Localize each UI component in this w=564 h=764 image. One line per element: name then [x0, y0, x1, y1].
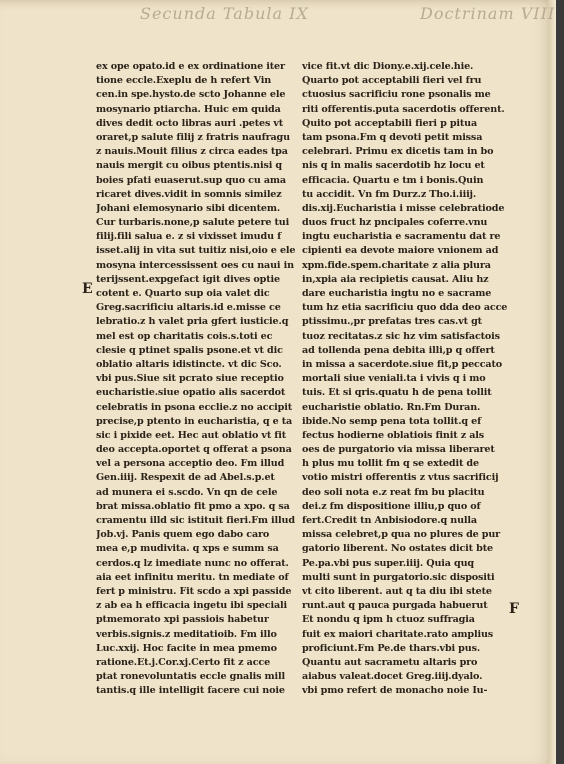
text-line: Gen.iiij. Respexit de ad Abel.s.p.et	[96, 472, 275, 484]
text-line: votio mistri offerentis z vtus sacrificij	[302, 472, 499, 484]
text-line: ad tollenda pena debita illi,p q offert	[302, 344, 495, 356]
text-line: ratione.Et.j.Cor.xj.Certo fit z acce	[96, 656, 271, 668]
text-line: mortali siue veniali.ta i vivis q i mo	[302, 373, 486, 385]
text-line: mosynario ptiarcha. Huic em quida	[96, 103, 281, 115]
text-line: lebratio.z h valet pria gfert iusticie.q	[96, 316, 289, 328]
text-line: vt cito liberent. aut q ta diu ibi stete	[302, 585, 492, 597]
left-text-column	[96, 60, 296, 698]
text-line: mosyna intercessissent oes cu naui in	[96, 259, 294, 271]
text-line: celebratis in psona ecclie.z no accipit	[96, 401, 292, 413]
text-line: nis q in malis sacerdotib hz locu et	[302, 160, 485, 172]
text-line: fectus hodierne oblatiois finit z als	[302, 429, 485, 441]
text-line: Job.vj. Panis quem ego dabo caro	[96, 529, 270, 541]
text-line: in missa a sacerdote.siue fit,p peccato	[302, 358, 503, 370]
text-line: multi sunt in purgatorio.sic dispositi	[302, 571, 495, 583]
text-line: efficacia. Quartu e tm i bonis.Quin	[302, 174, 484, 186]
page-edge	[548, 0, 556, 764]
text-line: tu accidit. Vn fm Durz.z Tho.i.iiij.	[302, 188, 477, 200]
text-line: Pe.pa.vbi pus super.iiij. Quia quq	[302, 557, 474, 569]
text-line: dare eucharistia ingtu no e sacrame	[302, 288, 492, 299]
text-line: dives dedit octo libras auri .petes vt	[96, 117, 284, 129]
text-line: aiabus valeat.docet Greg.iiij.dyalo.	[302, 671, 483, 683]
text-line: mea e,p mudivita. q xps e summ sa	[96, 543, 279, 555]
text-line: eucharistie oblatio. Rn.Fm Duran.	[302, 401, 481, 413]
text-line: precise,p ptento in eucharistia, q e ta	[96, 415, 293, 427]
text-line: tantis.q ille intelligit facere cui noie	[96, 685, 285, 697]
text-line: h plus mu tollit fm q se extedit de	[302, 458, 479, 470]
header-right: Doctrinam VIII	[420, 4, 556, 23]
text-line: dis.xij.Eucharistia i misse celebratiode	[302, 202, 505, 214]
text-line: duos fruct hz pncipales coferre.vnu	[302, 217, 488, 229]
text-line: aia eet infinitu meritu. tn mediate of	[96, 571, 289, 583]
text-line: cipienti ea devote maiore vnionem ad	[302, 245, 499, 257]
text-line: clesie q ptinet spalis psone.et vt dic	[96, 344, 283, 356]
text-line: celebrari. Primu ex dicetis tam in bo	[302, 146, 494, 158]
text-line: vbi pus.Siue sit pcrato siue receptio	[96, 373, 284, 385]
text-line: ad munera ei s.scdo. Vn qn de cele	[96, 486, 278, 498]
text-line: ptmemorato xpi passiois habetur	[96, 614, 269, 626]
text-line: fert.Credit tn Anbisiodore.q nulla	[302, 515, 477, 526]
margin-marker-e: E	[82, 281, 93, 297]
text-line: proficiunt.Fm Pe.de thars.vbi pus.	[302, 642, 481, 654]
text-line: oblatio altaris idistincte. vt dic Sco.	[96, 358, 282, 370]
text-line: ptissimu.,pr prefatas tres cas.vt gt	[302, 316, 482, 328]
text-line: vice fit.vt dic Diony.e.xij.cele.hie.	[302, 61, 474, 72]
text-line: filij.fili salua e. z si vixisset imudu f	[96, 231, 282, 243]
text-line: Luc.xxij. Hoc facite in mea pmemo	[96, 642, 277, 654]
text-line: cerdos.q lz imediate nunc no offerat.	[96, 557, 289, 569]
text-line: Quantu aut sacrametu altaris pro	[302, 656, 478, 668]
text-line: tam psona.Fm q devoti petit missa	[302, 131, 483, 143]
text-line: verbis.signis.z meditatioib. Fm illo	[96, 628, 277, 640]
text-line: tuoz recitatas.z sic hz vim satisfactois	[302, 330, 500, 342]
text-line: fert p ministru. Fit scdo a xpi passide	[96, 585, 292, 597]
text-line: in,xpia aia recipietis causat. Aliu hz	[302, 273, 489, 285]
text-line: Greg.sacrificiu altaris.id e.misse ce	[96, 302, 281, 314]
text-line: cramentu illd sic istituit fieri.Fm illud	[96, 515, 295, 526]
text-line: deo accepta.oportet q offerat a psona	[96, 444, 292, 456]
text-line: Quito pot acceptabili fieri p pitua	[302, 117, 478, 129]
text-line: eucharistie.siue opatio alis sacerdot	[96, 387, 286, 399]
text-line: Johani elemosynario sibi dicentem.	[96, 202, 281, 214]
text-line: xpm.fide.spem.charitate z alia plura	[302, 259, 491, 271]
text-line: fuit ex maiori charitate.rato amplius	[302, 628, 494, 640]
text-line: ptat ronevoluntatis eccle gnalis mill	[96, 671, 286, 683]
text-line: ctuosius sacrificiu rone psonalis me	[302, 89, 491, 101]
text-line: ex ope opato.id e ex ordinatione iter	[96, 61, 285, 72]
text-line: tuis. Et si qris.quatu h de pena tollit	[302, 387, 492, 399]
text-line: dei.z fm dispositione illiu,p quo of	[302, 500, 481, 512]
text-line: oes de purgatorio via missa liberaret	[302, 444, 495, 456]
text-line: ingtu eucharistia e sacramentu dat re	[302, 231, 501, 243]
text-line: Cur turbaris.none,p salute petere tui	[96, 217, 290, 229]
text-line: missa celebret,p qua no plures de pur	[302, 529, 501, 541]
text-line: oraret,p salute filij z fratris naufragu	[96, 131, 290, 143]
text-line: ricaret dives.vidit in somnis similez	[96, 188, 282, 200]
right-text-column	[302, 60, 508, 698]
text-line: Et nondu q ipm h ctuoz suffragia	[302, 614, 475, 626]
text-line: vel a persona acceptio deo. Fm illud	[96, 458, 285, 470]
text-line: tum hz etia sacrificiu quo dda deo acce	[302, 302, 508, 314]
header-left: Secunda Tabula IX	[140, 4, 309, 23]
text-line: gatorio liberent. No ostates dicit bte	[302, 543, 493, 555]
margin-marker-f: F	[509, 601, 519, 617]
text-line: terijssent.expgefact igit dives optie	[96, 273, 280, 285]
text-line: cotent e. Quarto sup oia valet dic	[96, 288, 270, 299]
text-line: brat missa.oblatio fit pmo a xpo. q sa	[96, 500, 290, 512]
text-line: z ab ea h efficacia ingetu ibi speciali	[96, 600, 288, 612]
text-line: vbi pmo refert de monacho noie Iu-	[302, 685, 488, 697]
running-header	[120, 2, 560, 26]
text-line: Quarto pot acceptabili fieri vel fru	[302, 75, 482, 87]
text-line: mel est op charitatis cois.s.toti ec	[96, 330, 273, 342]
text-line: z nauis.Mouit filius z circa eades tpa	[96, 146, 288, 158]
text-line: nauis mergit cu oibus ptentis.nisi q	[96, 160, 282, 172]
text-line: runt.aut q pauca purgada habuerut	[302, 600, 488, 612]
text-line: riti offerentis.puta sacerdotis offerent.	[302, 103, 505, 115]
text-line: tione eccle.Exeplu de h refert Vin	[96, 75, 272, 87]
text-line: deo soli nota e.z reat fm bu placitu	[302, 486, 485, 498]
text-line: ibide.No semp pena tota tollit.q ef	[302, 415, 482, 427]
text-line: sic i pixide eet. Hec aut oblatio vt fit	[96, 429, 287, 441]
text-line: isset.alij in vita sut tuitiz nisi,oio e ele	[96, 245, 296, 257]
text-line: boies pfati euaserut.sup quo cu ama	[96, 174, 287, 186]
text-line: cen.in spe.hysto.de scto Johanne ele	[96, 89, 286, 101]
